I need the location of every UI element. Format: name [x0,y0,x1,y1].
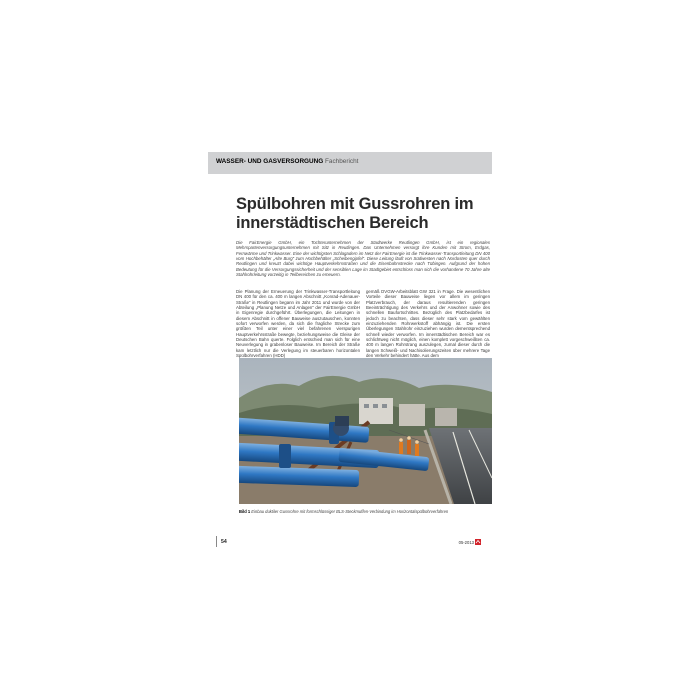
magazine-page [208,152,492,550]
footer-rule [216,536,217,547]
figure-label: Bild 1 [239,509,251,514]
section-subtitle: Fachbericht [325,158,359,165]
section-title: WASSER- UND GASVERSORGUNG [216,158,324,165]
body-column-right [366,289,490,358]
article-intro: Die FairEnergie GmbH, ein Tochterunternehmen der Stadtwerke Reutlingen GmbH, ist ein regionales Mehrspartenversorgungsunternehmen mit Sitz in Reutlingen. Das Unternehmen versorgt ihre Kunden mit Strom, Erdgas, Fernwärme und Trinkwasser. Eine der wichtigsten Schlagadern im Netz der FairEnergie ist die Trinkwasser-Transportleitung DN 400 vom Hochbehälter „Alte Burg“ zum Hochbehälter „Scheibengipfel“. Diese Leitung läuft von Südwesten nach Nordosten quer durch Reutlingen und kreuzt dabei wichtige Hauptverkehrsstraßen und die Eisenbahnstrecke nach Tübingen. Aufgrund der hohen Bedeutung für die Versorgungssicherheit und der sensiblen Lage im Stadtgebiet entschloss man sich die vorhandene 70 Jahre alte Stahlrohrleitung vorzeitig in Teilbereichen zu erneuern. [236,240,490,278]
issue-date: 05-2013 [458,540,474,545]
construction-photo [239,358,492,504]
section-header-band [208,152,492,174]
article-title: Spülbohren mit Gussrohren im innerstädtischen Bereich [236,195,474,232]
section-header [216,158,358,166]
body-paragraph: Die Planung der Erneuerung der Trinkwasser-Transportleitung DN 400 für den ca. 400 m langen Abschnitt „Konrad-Adenauer-Straße“ in Reutlingen begann im Jahr 2011 und wurde von der Abteilung „Planung Netze und Anlagen“ der FairEnergie GmbH in Eigenregie durchgeführt. Überlegungen, die Leitungen in diesem Abschnitt in offener Bauweise auszutauschen, konnten sofort verworfen werden, da sich die fragliche Strecke zum größten Teil unter einer viel befahrenen vierspurigen Hauptverkehrsstraße bewegte, beziehungsweise die Gleise der Deutschen Bahn querte. Folglich entschied man sich für eine Neuverlegung in grabenloser Bauweise. Im Bereich der Straße kam letztlich nur die Verlegung im steuerbaren horizontalen Spülbohrverfahren (HDD) [236,289,360,359]
publisher-logo-icon [475,539,481,545]
figure-caption [239,509,492,514]
page-number: 54 [221,539,227,545]
figure-caption-text: Einbau duktiler Gussrohre mit formschlüssiger BLS-Steckmuffen-Verbindung im Horizontalspülbohrverfahren [251,509,449,514]
body-paragraph: gemäß DVGW-Arbeitsblatt GW 321 in Frage. Die wesentlichen Vorteile dieser Bauweise liegen vor allem im geringen Platzverbrauch, der daraus resultierenden geringen Beeinträchtigung des Verkehrs und der Anwohner sowie des schnellen Baufortschrittes. Bezüglich des Platzbedarfes ist jedoch zu beachten, dass dieser sehr stark vom gewählten einzuziehenden Rohrwerkstoff abhängig ist. Die ersten Überlegungen Stahlrohr einzuziehen wurden dementsprechend schnell wieder verworfen. Im innerstädtischen Bereich war es schlichtweg nicht möglich, einen komplett vorgeschweißten ca. 400 m langen Rohrstrang auszulegen, zumal dieser durch die langen Schweiß- und Nachisolierungszeiten über mehrere Tage den Verkehr behindert hätte. Aus dem [366,289,490,359]
body-column-left [236,289,360,358]
